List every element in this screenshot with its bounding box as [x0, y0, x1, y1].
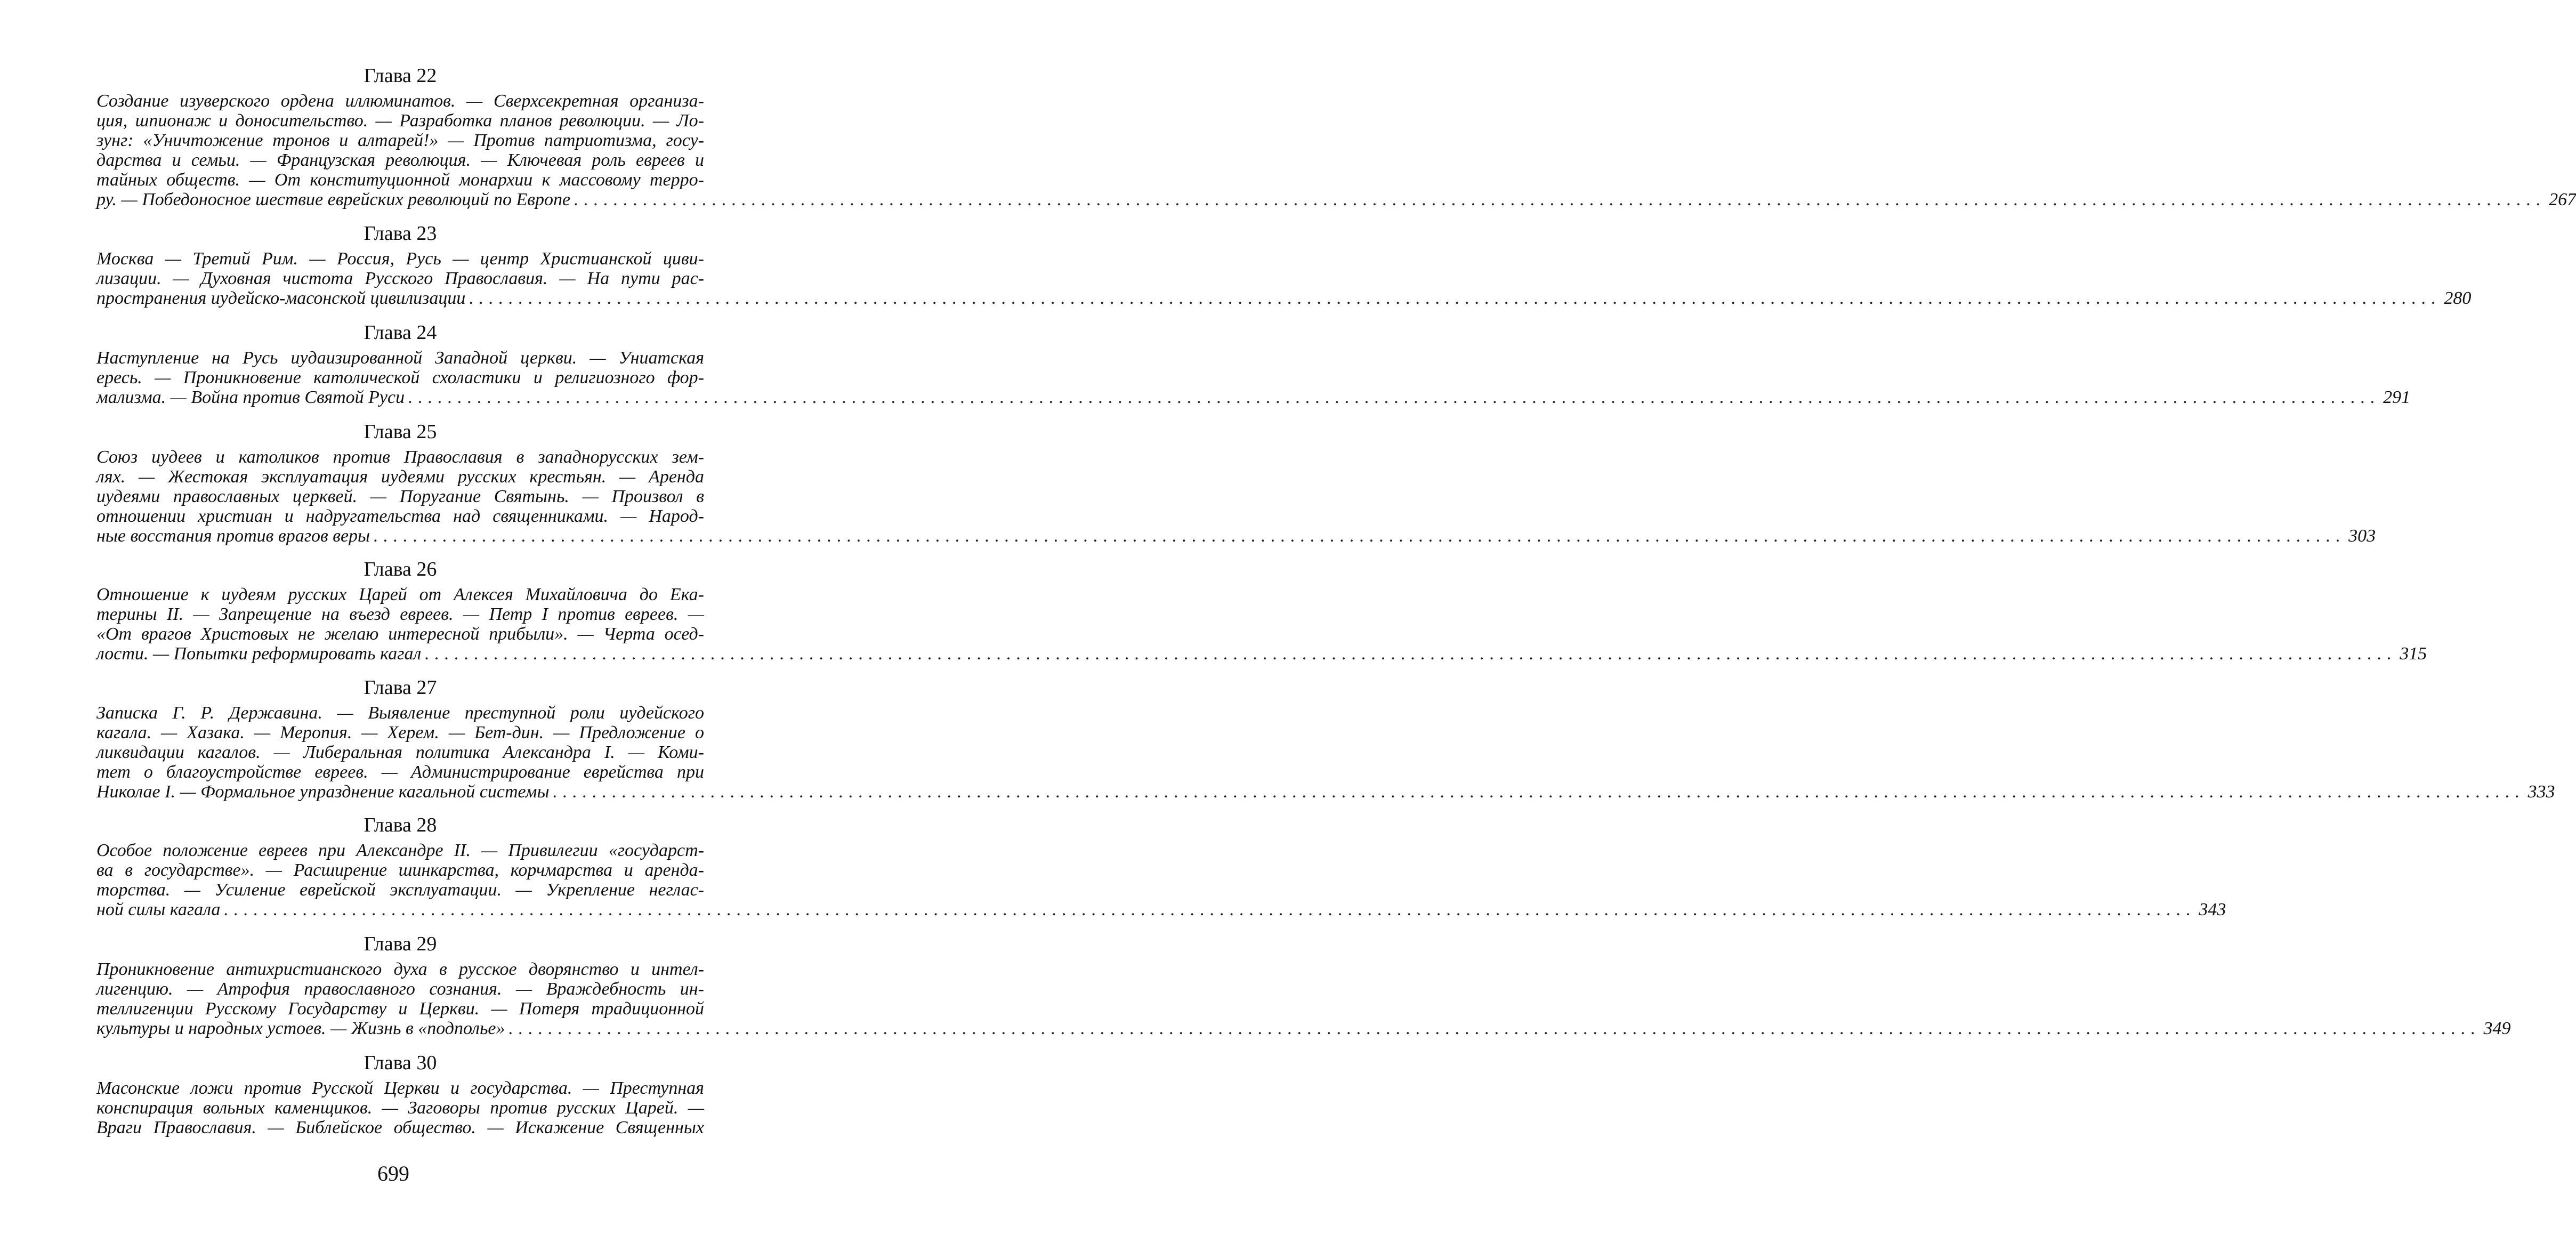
chapter-text-line: Наступление на Русь иудаизированной Западной церкви. — Униатская: [96, 348, 704, 368]
chapter-title: Глава 25: [364, 421, 437, 443]
dot-leader: ........................................................................................................................................................................................................: [424, 644, 2397, 664]
chapter-title: Глава 23: [364, 222, 437, 245]
chapter-text-line: конспирация вольных каменщиков. — Заговоры против русских Царей. —: [96, 1098, 704, 1118]
chapter-entry-last-line: [96, 190, 2576, 209]
chapter-entry-last-line: [96, 288, 2472, 308]
chapter-page-ref: 349: [2483, 1019, 2511, 1038]
chapter-text-line: Проникновение антихристианского духа в русское дворянство и интел-: [96, 959, 704, 979]
chapter-entry-last-line: [96, 1019, 2511, 1038]
chapter-page-ref: 303: [2348, 526, 2376, 546]
chapter-entry-last-line: [96, 900, 2226, 919]
chapter-text-line: лизации. — Духовная чистота Русского Православия. — На пути рас-: [96, 269, 704, 288]
chapter-text-line: зунг: «Уничтожение тронов и алтарей!» — Против патриотизма, госу-: [96, 131, 704, 150]
chapter-title: Глава 27: [364, 676, 437, 699]
chapter-title: Глава 28: [364, 814, 437, 836]
chapter-text-line: лости. — Попытки реформировать кагал: [96, 644, 422, 664]
chapter-page-ref: 343: [2199, 900, 2226, 919]
chapter-title: Глава 26: [364, 558, 437, 580]
chapter-title: Глава 24: [364, 321, 437, 344]
chapter-text-line: мализма. — Война против Святой Руси: [96, 388, 405, 407]
chapter-text-line: терины II. — Запрещение на въезд евреев. — Петр I против евреев. —: [96, 604, 704, 624]
chapter-text-line: ва в государстве». — Расширение шинкарства, корчмарства и арендa-: [96, 860, 704, 880]
chapter-page-ref: 267: [2549, 190, 2576, 209]
dot-leader: ........................................................................................................................................................................................................: [408, 388, 2380, 407]
chapter-text-line: кагала. — Хазака. — Меропия. — Херем. — Бет-дин. — Предложение о: [96, 723, 704, 743]
chapter-text-line: иудеями православных церквей. — Поругание Святынь. — Произвол в: [96, 487, 704, 506]
page-number: 699: [377, 1161, 409, 1185]
chapter-text-line: ликвидации кагалов. — Либеральная политика Александра I. — Коми-: [96, 743, 704, 762]
chapter-text-line: ной силы кагала: [96, 900, 221, 919]
chapter-title: Глава 30: [364, 1052, 437, 1074]
chapter-text-line: Записка Г. Р. Державина. — Выявление преступной роли иудейского: [96, 703, 704, 723]
chapter-page-ref: 280: [2444, 288, 2472, 308]
chapter-text-line: Масонские ложи против Русской Церкви и государства. — Преступная: [96, 1078, 704, 1098]
chapter-text-line: Отношение к иудеям русских Царей от Алексея Михайловича до Ека-: [96, 585, 704, 604]
chapter-page-ref: 291: [2383, 388, 2411, 407]
chapter-text-line: тет о благоустройстве евреев. — Администрирование еврейства при: [96, 762, 704, 782]
chapter-title: Глава 22: [364, 64, 437, 87]
dot-leader: ........................................................................................................................................................................................................: [469, 288, 2441, 308]
chapter-text-line: Особое положение евреев при Александре II. — Привилегии «государст-: [96, 841, 704, 860]
dot-leader: ........................................................................................................................................................................................................: [373, 526, 2346, 546]
dot-leader: ........................................................................................................................................................................................................: [223, 900, 2196, 919]
chapter-title: Глава 29: [364, 933, 437, 955]
chapter-entry-last-line: [96, 526, 2376, 546]
dot-leader: ........................................................................................................................................................................................................: [552, 782, 2525, 802]
chapter-text-line: дарства и семьи. — Французская революция. — Ключевая роль евреев и: [96, 150, 704, 170]
chapter-text-line: культуры и народных устоев. — Жизнь в «подполье»: [96, 1019, 505, 1038]
chapter-text-line: лях. — Жестокая эксплуатация иудеями русских крестьян. — Аренда: [96, 467, 704, 487]
dot-leader: ........................................................................................................................................................................................................: [574, 190, 2546, 209]
chapter-text-line: пространения иудейско-масонской цивилизации: [96, 288, 466, 308]
chapter-page-ref: 315: [2400, 644, 2427, 664]
chapter-text-line: Создание изуверского ордена иллюминатов. — Сверхсекретная организа-: [96, 91, 704, 111]
dot-leader: ........................................................................................................................................................................................................: [508, 1019, 2481, 1038]
chapter-text-line: отношении христиан и надругательства над священниками. — Народ-: [96, 506, 704, 526]
chapter-text-line: теллигенции Русскому Государству и Церкви. — Потеря традиционной: [96, 999, 704, 1019]
chapter-text-line: торства. — Усиление еврейской эксплуатации. — Укрепление неглас-: [96, 880, 704, 900]
chapter-text-line: ция, шпионаж и доносительство. — Разработка планов революции. — Ло-: [96, 111, 704, 131]
chapter-page-ref: 333: [2527, 782, 2555, 802]
chapter-text-line: Враги Православия. — Библейское общество. — Искажение Священных: [96, 1118, 704, 1137]
chapter-text-line: тайных обществ. — От конституционной монархии к массовому терро-: [96, 170, 704, 190]
chapter-entry-last-line: [96, 388, 2411, 407]
chapter-text-line: «От врагов Христовых не желаю интересной прибыли». — Черта осед-: [96, 624, 704, 644]
chapter-text-line: ру. — Победоносное шествие еврейских революций по Европе: [96, 190, 571, 209]
chapter-entry-last-line: [96, 782, 2555, 802]
chapter-text-line: ные восстания против врагов веры: [96, 526, 370, 546]
chapter-text-line: ересь. — Проникновение католической схоластики и религиозного фор-: [96, 368, 704, 388]
chapter-text-line: Москва — Третий Рим. — Россия, Русь — центр Христианской циви-: [96, 249, 704, 269]
chapter-text-line: Союз иудеев и католиков против Православия в западнорусских зем-: [96, 447, 704, 467]
chapter-text-line: Николае I. — Формальное упразднение кагальной системы: [96, 782, 550, 802]
chapter-entry-last-line: [96, 644, 2427, 664]
chapter-text-line: лигенцию. — Атрофия православного сознания. — Враждебность ин-: [96, 979, 704, 999]
